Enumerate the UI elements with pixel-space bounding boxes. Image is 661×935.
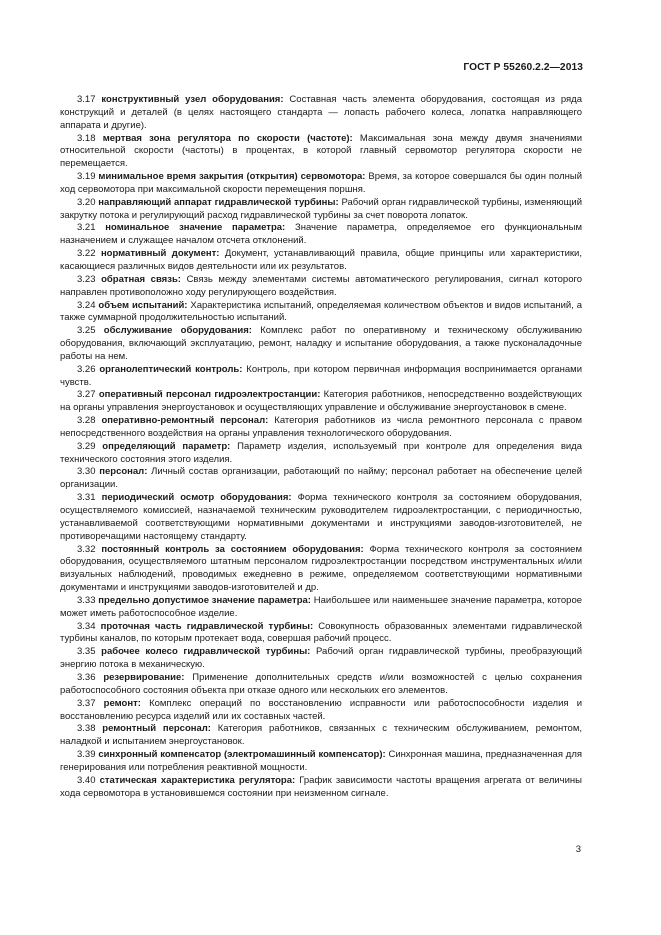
definition-entry bbox=[60, 595, 582, 621]
definition-term: объем испытаний: bbox=[98, 299, 188, 311]
definition-term: конструктивный узел оборудования: bbox=[101, 94, 284, 105]
definition-text: Параметр изделия, используемый при контроле для определения вида технического состояния этого изделия. bbox=[60, 440, 583, 465]
definition-number: 3.22 bbox=[77, 248, 96, 260]
definition-text: Категория работников из числа ремонтного персонала с правом непосредственного воздействия на органы управления технологического оборудования. bbox=[60, 415, 583, 439]
definition-text: Время, за которое совершался бы один полный ход сервомотора при максимальной скорости перемещения поршня. bbox=[60, 171, 583, 195]
definition-text: Наибольшее или наименьшее значение параметра, которое может иметь работоспособное изделие. bbox=[60, 594, 583, 619]
definition-entry bbox=[60, 248, 582, 274]
definition-text: Рабочий орган гидравлической турбины, изменяющий закрутку потока и регулирующий расход гидравлической турбины за счет поворота лопаток. bbox=[60, 196, 583, 221]
definition-term: проточная часть гидравлической турбины: bbox=[100, 620, 314, 632]
definition-text: Комплекс операций по восстановлению исправности или работоспособности изделия и восстановлению ресурса изделий или их составных частей. bbox=[60, 697, 583, 722]
definition-number: 3.20 bbox=[77, 196, 96, 208]
definition-entry bbox=[60, 197, 582, 223]
definition-text: Форма технического контроля за состоянием оборудования, осуществляемого комиссией, назначаемой техническим руководителем гидроэлектростанции, с периодичностью, устанавливаемой соответствующими нормативными документами и инструкциями заводов-изготовителей, не противоречащими настоящему стандарту. bbox=[60, 492, 583, 542]
definition-term: синхронный компенсатор (электромашинный компенсатор): bbox=[98, 749, 386, 761]
definition-term: персонал: bbox=[99, 466, 148, 478]
definition-term: нормативный документ: bbox=[100, 248, 220, 260]
definition-text: Характеристика испытаний, определяемая количеством объектов и видов испытаний, а также суммарной продолжительностью испытаний. bbox=[60, 299, 583, 324]
page-number: 3 bbox=[575, 844, 581, 855]
definition-text: Применение дополнительных средств и/или возможностей с целью сохранения работоспособного состояния объекта при отказе одного или нескольких его элементов. bbox=[60, 671, 583, 696]
definition-number: 3.30 bbox=[77, 466, 96, 478]
definition-text: Рабочий орган гидравлической турбины, преобразующий энергию потока в механическую. bbox=[60, 646, 583, 671]
definition-entry bbox=[60, 441, 582, 467]
definition-number: 3.23 bbox=[77, 273, 96, 285]
definition-number: 3.40 bbox=[77, 774, 96, 786]
definition-entry bbox=[60, 171, 582, 197]
definition-entry bbox=[60, 749, 582, 775]
definition-term: рабочее колесо гидравлической турбины: bbox=[101, 646, 311, 658]
definition-number: 3.29 bbox=[77, 440, 96, 452]
definition-text: Связь между элементами системы автоматического регулирования, сигнал которого направлен противоположно ходу регулирующего воздействия. bbox=[60, 273, 583, 298]
definition-term: статическая характеристика регулятора: bbox=[99, 774, 296, 786]
definition-term: резервирование: bbox=[103, 671, 185, 683]
definition-term: ремонт: bbox=[103, 697, 141, 709]
definition-entry bbox=[60, 698, 582, 724]
definition-text: Максимальная зона между двумя значениями относительной скорости (частоты) в процентах, в которой главный сервомотор регулятора скорости не перемещается. bbox=[60, 132, 583, 170]
definition-text: Документ, устанавливающий правила, общие принципы или характеристики, касающиеся различных видов деятельности или их результатов. bbox=[60, 248, 582, 272]
definition-entry bbox=[60, 492, 582, 543]
definition-text: Комплекс работ по оперативному и техническому обслуживанию оборудования, включающий эксплуатацию, ремонт, наладку и испытание оборудования, а также пусконаладочные работы на нем. bbox=[60, 325, 583, 362]
definition-number: 3.28 bbox=[77, 415, 96, 427]
definition-number: 3.32 bbox=[77, 543, 96, 555]
definition-term: ремонтный персонал: bbox=[102, 723, 211, 735]
definition-entry bbox=[60, 415, 582, 441]
definition-entry bbox=[60, 389, 582, 415]
definition-entry bbox=[60, 775, 582, 801]
definition-number: 3.35 bbox=[77, 646, 96, 658]
definition-number: 3.31 bbox=[77, 492, 96, 504]
definition-number: 3.34 bbox=[77, 620, 96, 632]
definition-number: 3.38 bbox=[77, 723, 96, 735]
definitions-list bbox=[60, 94, 582, 800]
definition-term: периодический осмотр оборудования: bbox=[101, 492, 292, 504]
definition-term: минимальное время закрытия (открытия) сервомотора: bbox=[98, 171, 366, 183]
definition-term: обслуживание оборудования: bbox=[103, 325, 252, 337]
definition-number: 3.36 bbox=[77, 671, 96, 683]
definition-text: Синхронная машина, предназначенная для генерирования или потребления реактивной мощности. bbox=[60, 749, 583, 773]
definition-entry bbox=[60, 364, 582, 390]
definition-term: предельно допустимое значение параметра: bbox=[98, 594, 311, 606]
definition-number: 3.37 bbox=[77, 697, 96, 709]
definition-text: Составная часть элемента оборудования, состоящая из ряда конструкций и деталей (в целях настоящего стандарта — лопасть рабочего колеса, лопатка направляющего аппарата и другие). bbox=[60, 94, 583, 131]
definition-entry bbox=[60, 621, 582, 647]
definition-term: органолептический контроль: bbox=[99, 363, 243, 375]
definition-term: направляющий аппарат гидравлической турбины: bbox=[98, 196, 339, 208]
definition-text: Контроль, при котором первичная информация воспринимается органами чувств. bbox=[60, 363, 583, 388]
definition-text: Категория работников, связанных с техническим обслуживанием, ремонтом, наладкой и испытанием энергоустановок. bbox=[60, 723, 582, 748]
definition-number: 3.33 bbox=[77, 594, 96, 606]
definition-text: Категория работников, непосредственно воздействующих на органы управления энергоустановок и осуществляющих управление и обслуживание энергоустановок в смене. bbox=[60, 389, 583, 414]
definition-number: 3.25 bbox=[77, 325, 96, 337]
definition-entry bbox=[60, 325, 582, 364]
definition-entry bbox=[60, 222, 582, 248]
definition-entry bbox=[60, 466, 582, 492]
definition-text: Значение параметра, определяемое его функциональным назначением и служащее началом отсчета отклонений. bbox=[60, 222, 583, 247]
definition-entry bbox=[60, 300, 582, 326]
definition-entry bbox=[60, 646, 582, 672]
document-code-header: ГОСТ Р 55260.2.2—2013 bbox=[463, 62, 583, 73]
definition-number: 3.24 bbox=[77, 299, 96, 311]
definition-number: 3.26 bbox=[77, 363, 96, 375]
definition-text: Форма технического контроля за состоянием оборудования, осуществляемого штатным персоналом гидроэлектростанции посредством инструментальных и/или визуальных наблюдений, проводимых ежедневно в режиме, определяемом соответствующими нормативными документами и инструкциями заводов-изготовителей и др. bbox=[60, 543, 582, 594]
definition-number: 3.18 bbox=[77, 132, 96, 144]
definition-number: 3.21 bbox=[77, 222, 96, 234]
definition-entry bbox=[60, 544, 582, 595]
definition-text: График зависимости частоты вращения агрегата от величины хода сервомотора в установившемся состоянии при неизменном сигнале. bbox=[60, 774, 583, 799]
definition-term: обратная связь: bbox=[101, 273, 181, 285]
definition-text: Личный состав организации, работающий по найму; персонал работает на обеспечение целей организации. bbox=[60, 466, 583, 491]
definition-number: 3.39 bbox=[77, 749, 96, 761]
definition-entry bbox=[60, 133, 582, 172]
definition-term: номинальное значение параметра: bbox=[105, 222, 286, 234]
definition-term: мертвая зона регулятора по скорости (частоте): bbox=[102, 132, 353, 144]
definition-number: 3.19 bbox=[77, 171, 96, 183]
definition-term: оперативный персонал гидроэлектростанции: bbox=[98, 389, 321, 401]
definition-text: Совокупность образованных элементами гидравлической турбины каналов, по которым протекает вода, совершая рабочий процесс. bbox=[60, 620, 583, 645]
definition-term: определяющий параметр: bbox=[102, 440, 231, 452]
definition-entry bbox=[60, 274, 582, 300]
definition-number: 3.17 bbox=[77, 94, 96, 105]
definition-term: постоянный контроль за состоянием оборудования: bbox=[101, 543, 364, 555]
definition-entry bbox=[60, 723, 582, 749]
definition-entry bbox=[60, 94, 582, 133]
definition-entry bbox=[60, 672, 582, 698]
definition-number: 3.27 bbox=[77, 389, 96, 401]
definition-term: оперативно-ремонтный персонал: bbox=[101, 415, 269, 427]
